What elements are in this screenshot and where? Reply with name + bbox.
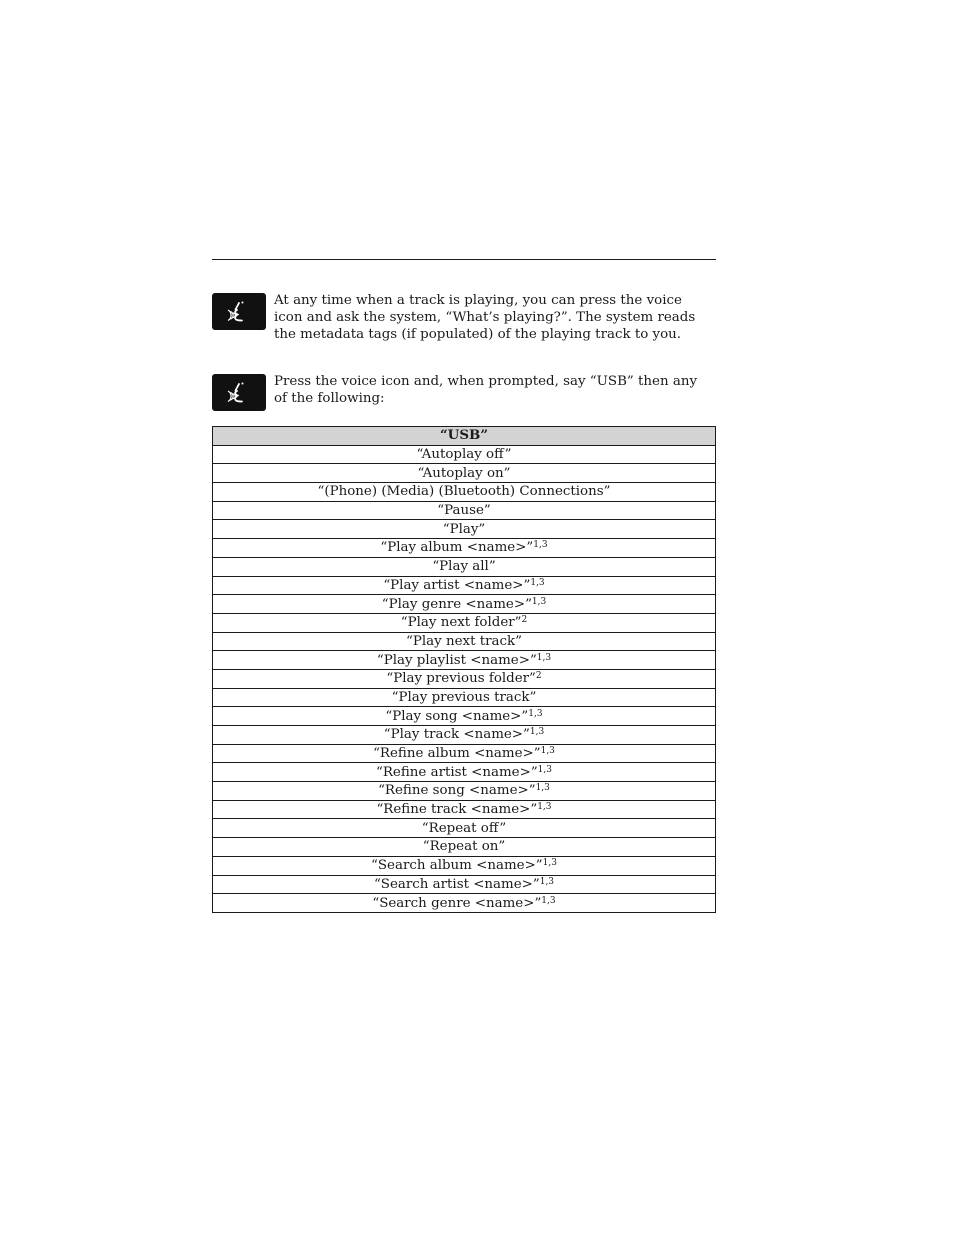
voice-command-text: “Play previous track” [391,689,537,705]
table-row [213,726,716,745]
table-row [213,744,716,763]
table-row [213,669,716,688]
voice-command-cell [213,894,716,913]
table-row [213,576,716,595]
voice-command-text: “Repeat off” [421,820,507,836]
table-header-row [213,427,716,446]
footnote-marker: 1,3 [530,577,545,588]
voice-command-cell [213,707,716,726]
voice-command-icon [212,374,266,411]
table-row [213,539,716,558]
voice-command-text: “Play” [442,521,486,537]
table-row [213,875,716,894]
voice-command-cell [213,819,716,838]
voice-command-cell [213,744,716,763]
voice-command-cell [213,782,716,801]
table-row [213,856,716,875]
footnote-marker: 1,3 [528,708,543,719]
footnote-marker: 1,3 [537,764,552,775]
table-row [213,557,716,576]
voice-command-cell [213,501,716,520]
table-row [213,763,716,782]
top-rule [212,259,716,260]
voice-command-text: “Autoplay off” [416,447,512,463]
usb-commands-table [212,426,716,913]
voice-command-cell [213,726,716,745]
table-row [213,819,716,838]
table-row [213,520,716,539]
voice-command-cell [213,800,716,819]
table-row [213,501,716,520]
voice-command-text: “(Phone) (Media) (Bluetooth) Connections” [317,484,611,500]
voice-command-text: “Play genre <name>” [381,596,532,612]
table-row [213,632,716,651]
intro-paragraph-1 [212,292,716,343]
voice-command-text: “Play next track” [406,633,522,649]
voice-command-cell [213,520,716,539]
footnote-marker: 1,3 [536,652,552,663]
voice-command-cell [213,483,716,502]
voice-command-text: “Refine track <name>” [376,802,538,818]
voice-command-cell [213,856,716,875]
voice-command-text: “Repeat on” [422,839,506,855]
voice-command-cell [213,875,716,894]
footnote-marker: 1,3 [542,858,557,869]
voice-command-icon [212,293,266,330]
footnote-marker: 1,3 [535,783,550,794]
voice-command-cell [213,557,716,576]
footnote-marker: 1,3 [529,727,545,738]
voice-command-text: “Search genre <name>” [372,895,542,911]
voice-command-cell [213,651,716,670]
voice-command-text: “Play artist <name>” [383,577,531,593]
voice-command-cell [213,632,716,651]
voice-command-cell [213,838,716,857]
footnote-marker: 1,3 [531,596,547,607]
table-header-usb: “USB” [213,427,716,446]
table-row [213,613,716,632]
voice-command-text: “Refine song <name>” [378,783,536,799]
footnote-marker: 1,3 [539,876,555,887]
voice-command-cell [213,669,716,688]
table-row [213,782,716,801]
table-body [213,445,716,912]
voice-command-text: “Pause” [437,503,491,519]
voice-command-text: “Search artist <name>” [373,876,540,892]
table-row [213,838,716,857]
voice-command-text: “Play song <name>” [385,708,529,724]
table-row [213,688,716,707]
voice-command-text: “Search album <name>” [371,858,543,874]
footnote-marker: 1,3 [537,802,552,813]
table-row [213,595,716,614]
voice-command-cell [213,464,716,483]
voice-command-cell [213,688,716,707]
voice-command-cell [213,613,716,632]
intro-paragraph-2 [212,373,716,411]
voice-command-cell [213,763,716,782]
voice-command-text: “Play track <name>” [383,727,530,743]
table-row [213,464,716,483]
voice-command-text: “Play next folder” [400,615,522,631]
voice-command-cell [213,595,716,614]
footnote-marker: 2 [535,671,542,682]
table-row [213,707,716,726]
table-row [213,651,716,670]
voice-command-text: “Refine album <name>” [373,746,541,762]
intro-paragraph-2-text: Press the voice icon and, when prompted, say “USB” then any of the following: [274,374,698,406]
footnote-marker: 1,3 [541,895,556,906]
table-row [213,800,716,819]
table-row [213,445,716,464]
intro-paragraph-1-text: At any time when a track is playing, you can press the voice icon and ask the system, “What’s playing?”. The system reads the metadata tags (if populated) of the playing track to you. [274,293,696,342]
footnote-marker: 1,3 [533,540,548,551]
voice-command-text: “Autoplay on” [417,465,511,481]
voice-command-cell [213,539,716,558]
voice-command-cell [213,576,716,595]
table-row [213,894,716,913]
footnote-marker: 2 [521,615,528,626]
voice-command-text: “Refine artist <name>” [376,764,538,780]
voice-command-text: “Play playlist <name>” [376,652,537,668]
voice-command-cell [213,445,716,464]
voice-command-text: “Play all” [432,559,496,575]
table-row [213,483,716,502]
footnote-marker: 1,3 [540,746,555,757]
voice-command-text: “Play album <name>” [380,540,534,556]
voice-command-text: “Play previous folder” [386,671,536,687]
